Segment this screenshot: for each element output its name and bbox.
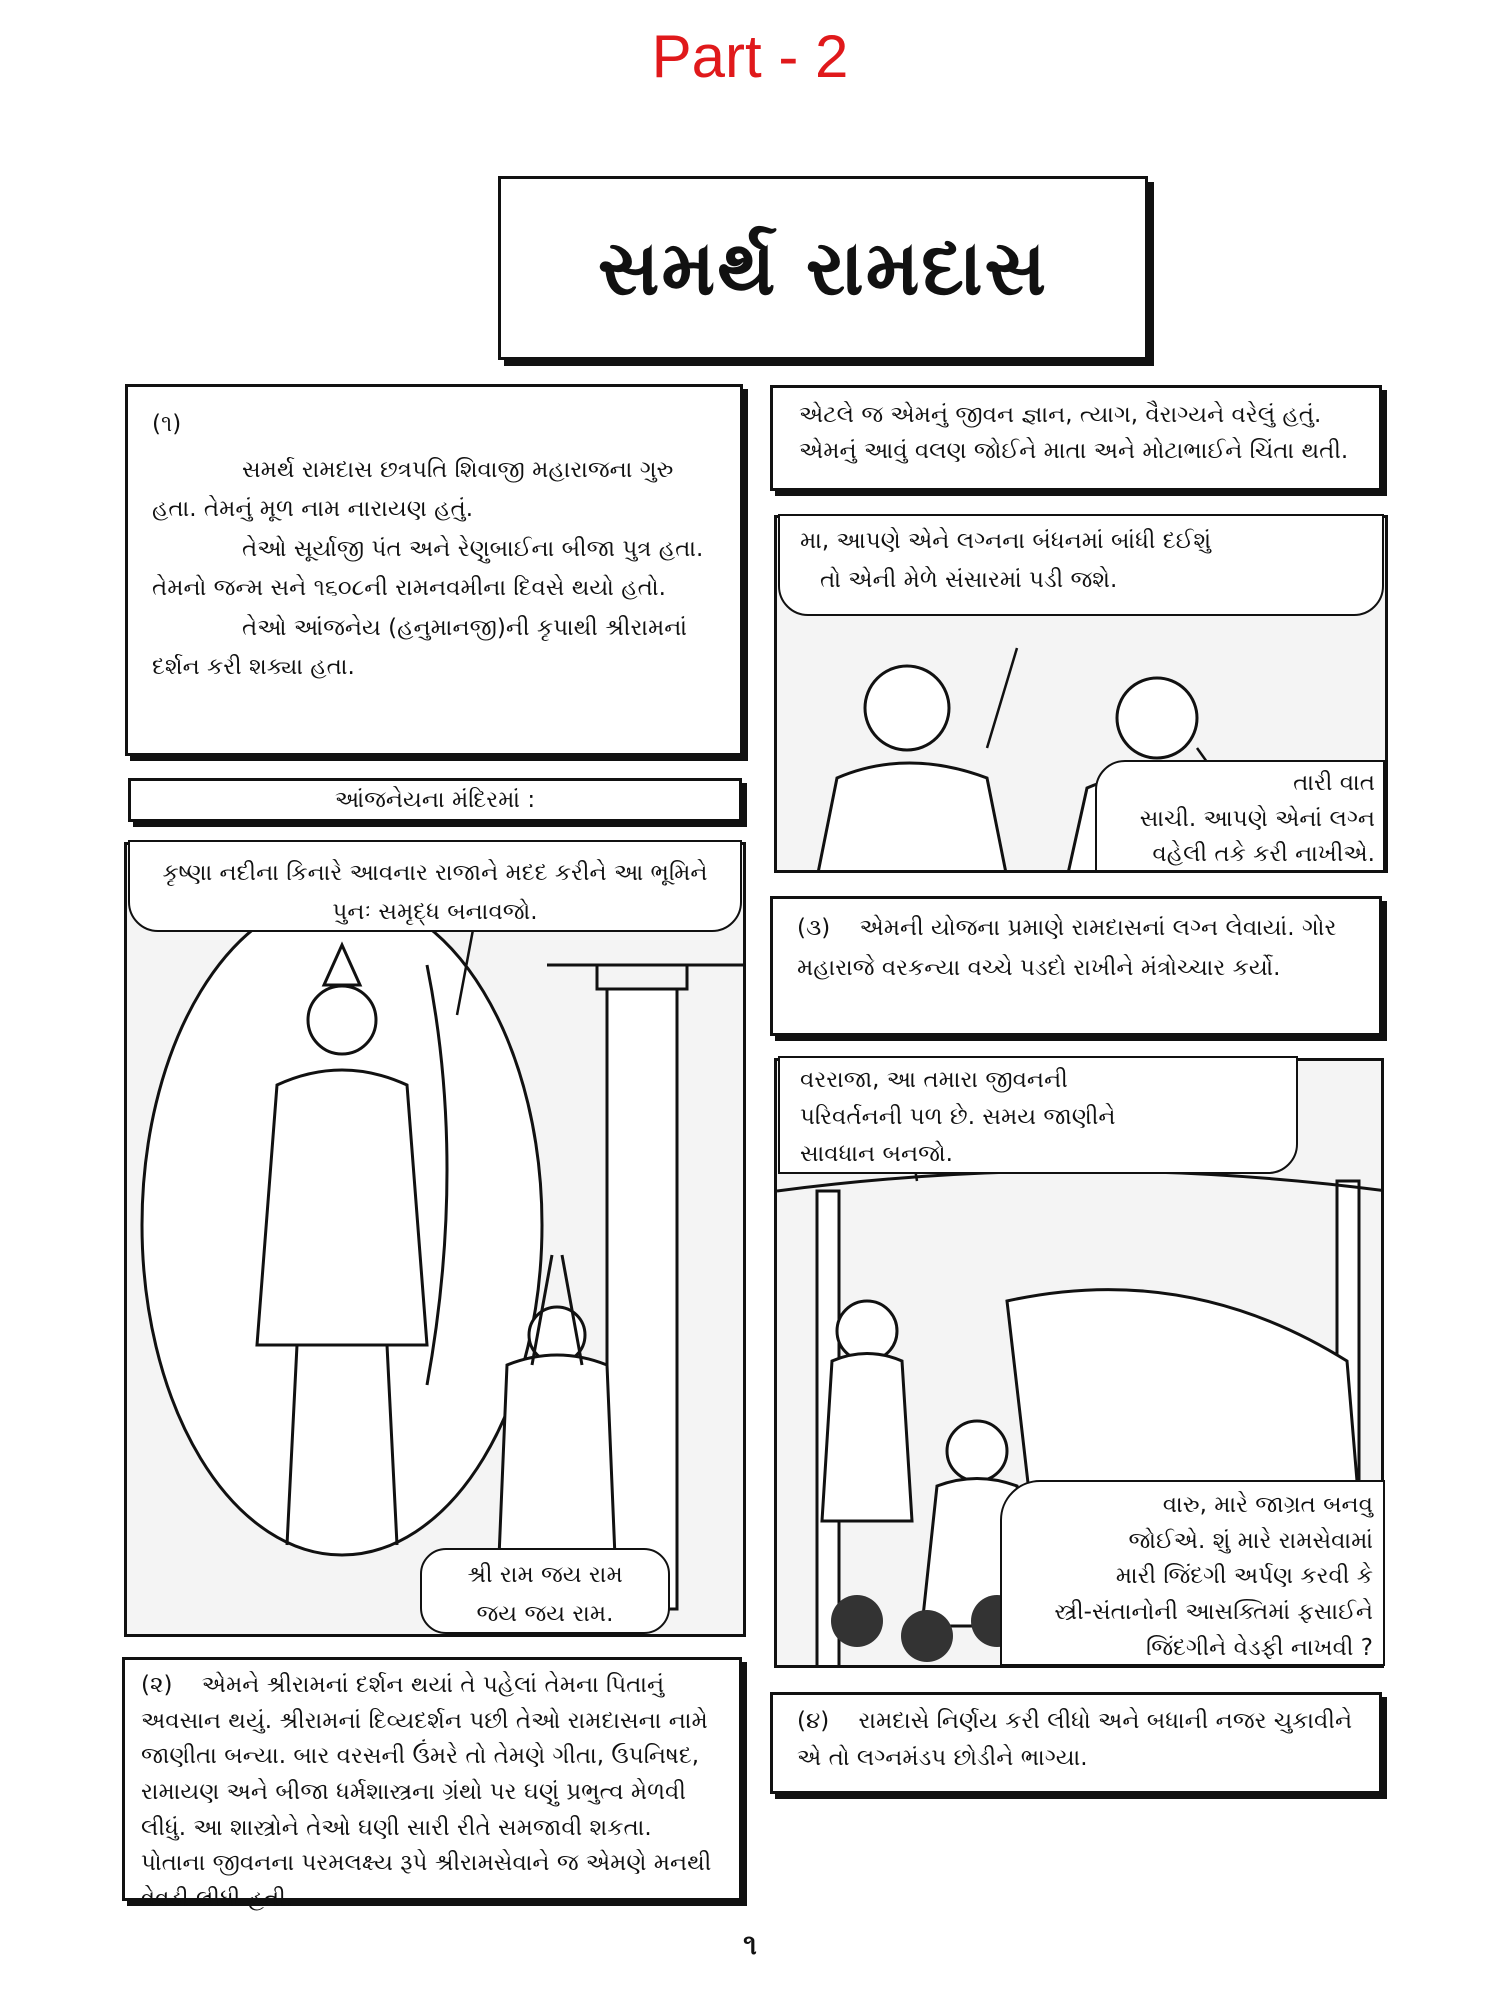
speech-text: કૃષ્ણા નદીના કિનારે આવનાર રાજાને મદદ કરીને આ ભૂમિને પુનઃ સમૃદ્ધ બનાવજો. bbox=[162, 860, 708, 926]
speech-line: સ્ત્રી-સંતાનોની આસક્તિમાં ફસાઈને bbox=[1054, 1598, 1373, 1625]
paragraph: તેઓ આંજનેય (હનુમાનજી)ની કૃપાથી શ્રીરામનાં દર્શન કરી શક્યા હતા. bbox=[152, 614, 688, 681]
text-box-1 bbox=[125, 384, 743, 756]
speech-line: પરિવર્તનની પળ છે. સમય જાણીને bbox=[800, 1103, 1116, 1130]
speech-line: જિંદગીને વેડફી નાખવી ? bbox=[1146, 1634, 1373, 1661]
speech-line: વહેલી તકે કરી નાખીએ. bbox=[1152, 841, 1375, 868]
speech-bubble-brother bbox=[778, 514, 1384, 616]
text-box-2 bbox=[122, 1657, 742, 1912]
paragraph: એમની યોજના પ્રમાણે રામદાસનાં લગ્ન લેવાયાં. ગોર મહારાજે વરકન્યા વચ્ચે પડદો રાખીને મંત્રોચ્ચાર કર્યો. bbox=[797, 915, 1337, 981]
text-box-3 bbox=[770, 896, 1382, 1036]
page-title: સમર્થ રામદાસ bbox=[597, 222, 1049, 312]
speech-bubble-prayer bbox=[420, 1548, 670, 1634]
paragraph: તેઓ સૂર્યાજી પંત અને રેણુબાઈના બીજા પુત્ર હતા. તેમનો જન્મ સને ૧૬૦૮ની રામનવમીના દિવસે થયો હતો. bbox=[152, 535, 704, 602]
page-number: ૧ bbox=[743, 1928, 757, 1961]
speech-line: તારી વાત bbox=[1293, 770, 1375, 796]
speech-bubble-priest bbox=[778, 1056, 1298, 1174]
caption-text: આંજનેયના મંદિરમાં : bbox=[334, 787, 536, 813]
speech-line: મા, આપણે એને લગ્નના બંધનમાં બાંધી દઈશું bbox=[800, 528, 1212, 554]
speech-line: જોઈએ. શું મારે રામસેવામાં bbox=[1128, 1527, 1373, 1554]
temple-panel bbox=[124, 842, 746, 1637]
speech-line: સાચી. આપણે એનાં લગ્ન bbox=[1139, 805, 1375, 832]
speech-line: મારી જિંદગી અર્પણ કરવી કે bbox=[1115, 1563, 1373, 1590]
speech-bubble-groom bbox=[1000, 1480, 1385, 1666]
text-box-intro bbox=[770, 385, 1382, 491]
box-number: (૪) bbox=[797, 1708, 830, 1734]
speech-line: વરરાજા, આ તમારા જીવનની bbox=[800, 1067, 1068, 1093]
box-number: (૩) bbox=[797, 915, 831, 941]
caption-box bbox=[128, 778, 742, 822]
part-label: Part - 2 bbox=[651, 23, 849, 90]
speech-bubble-mother bbox=[1095, 760, 1385, 872]
paragraph: એમને શ્રીરામનાં દર્શન થયાં તે પહેલાં તેમના પિતાનું અવસાન થયું. શ્રીરામનાં દિવ્યદર્શન પછી તેઓ રામદાસના નામે જાણીતા બન્યા. બાર વરસની ઉંમરે તો તેમણે ગીતા, ઉપનિષદ, રામાયણ અને બીજા ધર્મશાસ્ત્રના ગ્રંથો પર ઘણું પ્રભુત્વ મેળવી લીધું. આ શાસ્ત્રોને તેઓ ઘણી સારી રીતે સમજાવી શકતા. પોતાના જીવનના પરમલક્ષ્ય રૂપે શ્રીરામસેવાને જ એમણે મનથી ત્રેવડી લીધી હતી. bbox=[141, 1672, 712, 1912]
speech-line: તો એની મેળે સંસારમાં પડી જશે. bbox=[820, 567, 1118, 594]
speech-bubble-deity bbox=[128, 840, 742, 932]
speech-line: જય જય રામ. bbox=[476, 1601, 614, 1628]
text-box-4 bbox=[770, 1692, 1382, 1794]
speech-line: શ્રી રામ જય રામ bbox=[467, 1562, 623, 1588]
speech-line: સાવધાન બનજો. bbox=[800, 1140, 953, 1167]
box-number: (૨) bbox=[141, 1672, 173, 1698]
speech-line: વારુ, મારે જાગ્રત બનવુ bbox=[1162, 1492, 1373, 1518]
title-box bbox=[498, 176, 1148, 360]
temple-illustration bbox=[127, 845, 746, 1637]
box-number: (૧) bbox=[152, 411, 182, 437]
paragraph: રામદાસે નિર્ણય કરી લીધો અને બધાની નજર ચુકાવીને એ તો લગ્નમંડપ છોડીને ભાગ્યા. bbox=[797, 1708, 1353, 1771]
paragraph: સમર્થ રામદાસ છત્રપતિ શિવાજી મહારાજના ગુરુ હતા. તેમનું મૂળ નામ નારાયણ હતું. bbox=[152, 456, 674, 523]
paragraph: એટલે જ એમનું જીવન જ્ઞાન, ત્યાગ, વૈરાગ્યને વરેલું હતું. એમનું આવું વલણ જોઈને માતા અને મોટાભાઈને ચિંતા થતી. bbox=[799, 402, 1349, 464]
